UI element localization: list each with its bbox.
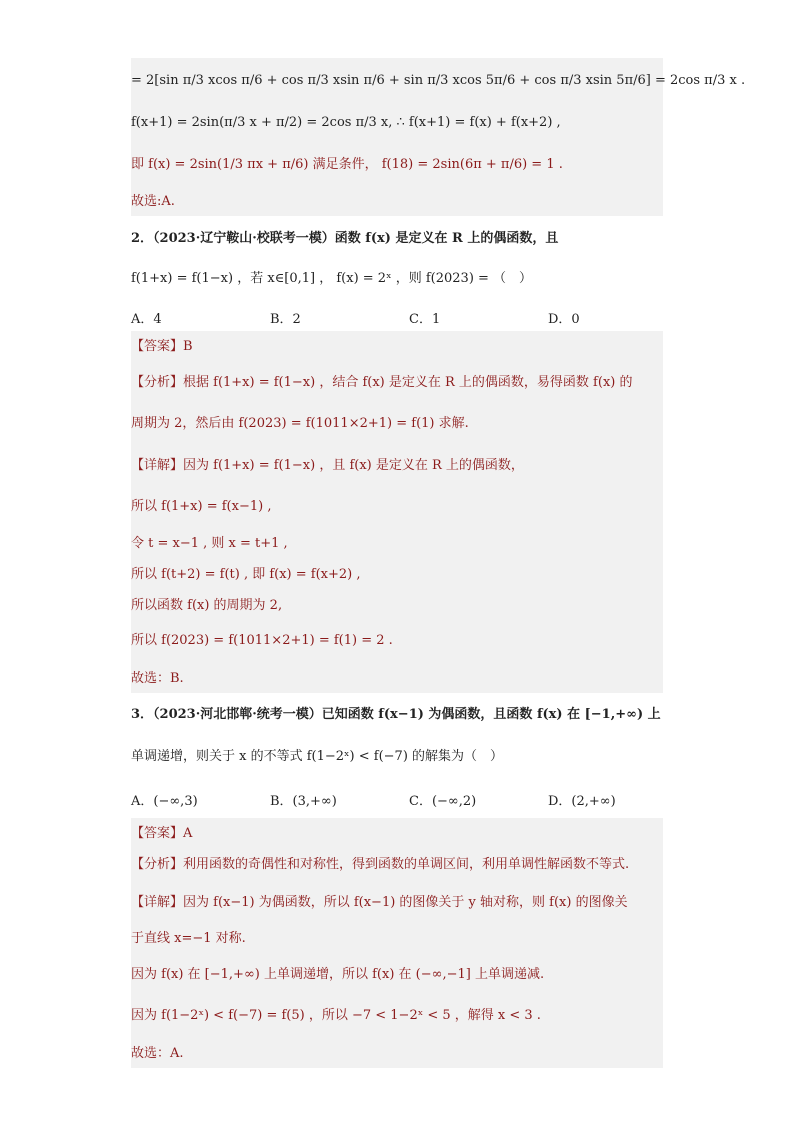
math-line: 即 f(x) = 2sin(1/3 πx + π/6) 满足条件， f(18) = 2sin(6π + π/6) = 1 . <box>131 157 563 172</box>
choice-line: 故选：B. <box>131 671 184 686</box>
answer-line: 【答案】B <box>131 339 193 354</box>
option-d: D．(2,+∞) <box>548 794 616 809</box>
option-b: B．2 <box>270 312 301 327</box>
option-b: B．(3,+∞) <box>270 794 337 809</box>
question-stem: 单调递增，则关于 x 的不等式 f(1−2ˣ) < f(−7) 的解集为（ ） <box>131 749 504 764</box>
option-a: A．(−∞,3) <box>131 794 198 809</box>
question-title: 2．（2023·辽宁鞍山·校联考一模）函数 f(x) 是定义在 R 上的偶函数，且 <box>131 231 559 246</box>
detail-line: 所以函数 f(x) 的周期为 2, <box>131 598 283 613</box>
analysis-line: 【分析】根据 f(1+x) = f(1−x) ，结合 f(x) 是定义在 R 上的偶函数，易得函数 f(x) 的 <box>131 375 633 390</box>
option-a: A．4 <box>131 312 162 327</box>
answer-line: 【答案】A <box>131 826 193 841</box>
detail-line: 因为 f(x) 在 [−1,+∞) 上单调递增，所以 f(x) 在 (−∞,−1] 上单调递减. <box>131 967 545 982</box>
option-c: C．(−∞,2) <box>409 794 477 809</box>
detail-line: 所以 f(2023) = f(1011×2+1) = f(1) = 2 . <box>131 633 393 648</box>
detail-line: 【详解】因为 f(x−1) 为偶函数，所以 f(x−1) 的图像关于 y 轴对称，则 f(x) 的图像关 <box>131 895 628 910</box>
question-stem: f(1+x) = f(1−x) ，若 x∈[0,1] ， f(x) = 2ˣ ，则 f(2023) = （ ） <box>131 271 533 286</box>
question-header <box>131 230 663 248</box>
options-row <box>131 790 663 808</box>
choice-line: 故选:A. <box>131 194 175 209</box>
option-d: D．0 <box>548 312 580 327</box>
detail-line: 令 t = x−1 , 则 x = t+1 , <box>131 536 288 551</box>
option-c: C．1 <box>409 312 441 327</box>
detail-line: 所以 f(1+x) = f(x−1) , <box>131 499 272 514</box>
choice-line: 故选：A. <box>131 1046 184 1061</box>
math-line: = 2[sin π/3 xcos π/6 + cos π/3 xsin π/6 + sin π/3 xcos 5π/6 + cos π/3 xsin 5π/6] = 2cos π/3 x . <box>131 73 746 88</box>
options-row <box>131 308 663 326</box>
detail-line: 所以 f(t+2) = f(t) , 即 f(x) = f(x+2) , <box>131 567 361 582</box>
detail-line: 【详解】因为 f(1+x) = f(1−x) ，且 f(x) 是定义在 R 上的偶函数， <box>131 458 524 473</box>
analysis-line: 【分析】利用函数的奇偶性和对称性，得到函数的单调区间，利用单调性解函数不等式. <box>131 857 630 872</box>
analysis-line: 周期为 2，然后由 f(2023) = f(1011×2+1) = f(1) 求解. <box>131 416 469 431</box>
question-header <box>131 706 663 724</box>
question-title: 3．（2023·河北邯郸·统考一模）已知函数 f(x−1) 为偶函数，且函数 f(x) 在 [−1,+∞) 上 <box>131 707 661 722</box>
detail-line: 因为 f(1−2ˣ) < f(−7) = f(5) ，所以 −7 < 1−2ˣ < 5 ，解得 x < 3 . <box>131 1008 541 1023</box>
math-line: f(x+1) = 2sin(π/3 x + π/2) = 2cos π/3 x, ∴ f(x+1) = f(x) + f(x+2) , <box>131 115 561 130</box>
detail-line: 于直线 x=−1 对称. <box>131 931 246 946</box>
